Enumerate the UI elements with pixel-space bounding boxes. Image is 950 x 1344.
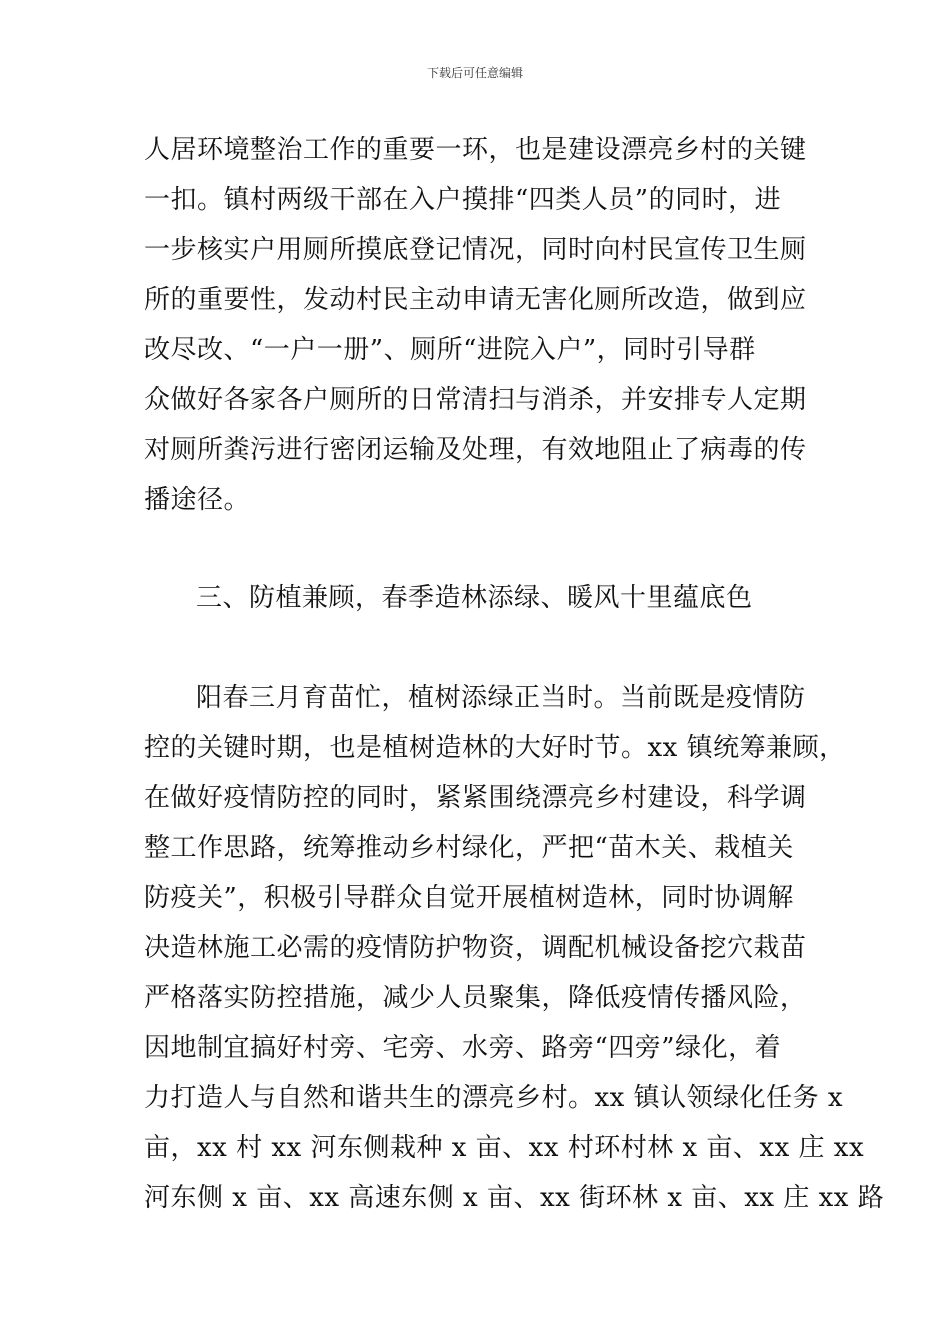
paragraph-line: 河东侧 x 亩、xx 高速东侧 x 亩、xx 街环林 x 亩、xx 庄 xx 路 bbox=[144, 1183, 885, 1213]
section-heading: 三、防植兼顾，春季造林添绿、暖风十里蕴底色 bbox=[196, 583, 753, 613]
paragraph-line: 整工作思路，统筹推动乡村绿化，严把“苗木关、栽植关 bbox=[144, 833, 794, 863]
paragraph-line: 人居环境整治工作的重要一环，也是建设漂亮乡村的关键 bbox=[144, 135, 807, 165]
paragraph-line: 所的重要性，发动村民主动申请无害化厕所改造，做到应 bbox=[144, 285, 807, 315]
page-header: 下载后可任意编辑 bbox=[426, 66, 523, 80]
paragraph-line: 严格落实防控措施，减少人员聚集，降低疫情传播风险， bbox=[144, 983, 807, 1013]
paragraph-line: 一步核实户用厕所摸底登记情况，同时向村民宣传卫生厕 bbox=[144, 235, 807, 265]
paragraph-line: 防疫关”，积极引导群众自觉开展植树造林，同时协调解 bbox=[144, 883, 794, 913]
paragraph-line: 一扣。镇村两级干部在入户摸排“四类人员”的同时，进 bbox=[144, 185, 782, 215]
paragraph-line: 决造林施工必需的疫情防护物资，调配机械设备挖穴栽苗 bbox=[144, 933, 807, 963]
paragraph-line: 亩，xx 村 xx 河东侧栽种 x 亩、xx 村环村林 x 亩、xx 庄 xx bbox=[144, 1133, 865, 1163]
paragraph-line: 众做好各家各户厕所的日常清扫与消杀，并安排专人定期 bbox=[144, 385, 807, 415]
paragraph-line: 控的关键时期，也是植树造林的大好时节。xx 镇统筹兼顾， bbox=[144, 733, 846, 763]
paragraph-line: 因地制宜搞好村旁、宅旁、水旁、路旁“四旁”绿化，着 bbox=[144, 1033, 782, 1063]
paragraph-line: 阳春三月育苗忙，植树添绿正当时。当前既是疫情防 bbox=[196, 683, 806, 713]
paragraph-line: 对厕所粪污进行密闭运输及处理，有效地阻止了病毒的传 bbox=[144, 435, 807, 465]
paragraph-line: 在做好疫情防控的同时，紧紧围绕漂亮乡村建设，科学调 bbox=[144, 783, 807, 813]
paragraph-line: 播途径。 bbox=[144, 485, 251, 515]
paragraph-line: 改尽改、“一户一册”、厕所“进院入户”，同时引导群 bbox=[144, 335, 756, 365]
paragraph-line: 力打造人与自然和谐共生的漂亮乡村。xx 镇认领绿化任务 x bbox=[144, 1083, 844, 1113]
